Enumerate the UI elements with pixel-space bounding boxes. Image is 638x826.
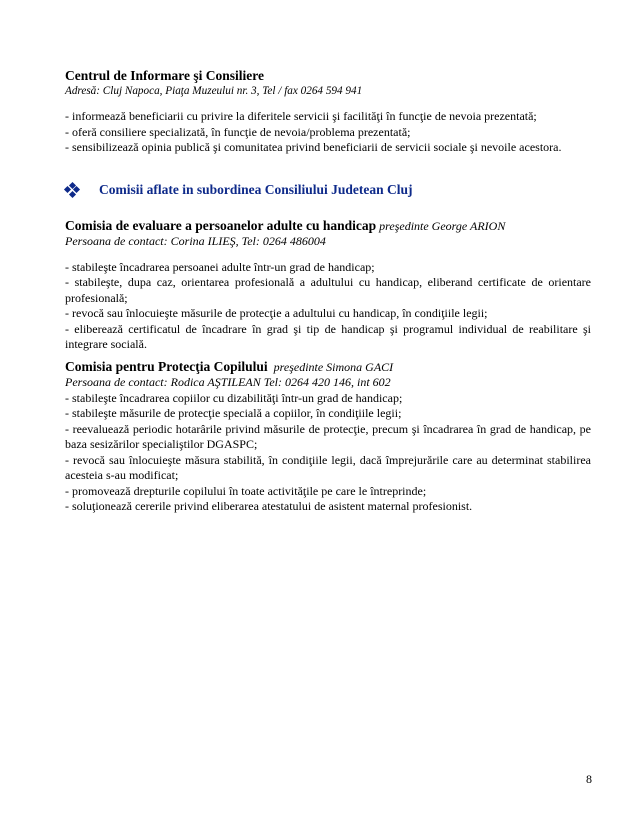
page-number: 8 <box>586 772 592 786</box>
commission-children-item: - stabileşte măsurile de protecţie specială a copiilor, în condiţiile legii; <box>65 406 402 420</box>
centre-item: - informează beneficiarii cu privire la diferitele servicii şi facilităţi în funcţie de nevoia prezentată; <box>65 109 537 123</box>
commission-children-contact: Persoana de contact: Rodica AŞTILEAN Tel: 0264 420 146, int 602 <box>65 375 391 389</box>
commission-adults-header <box>65 218 591 235</box>
section-title: Comisii aflate in subordinea Consiliului Judetean Cluj <box>99 181 413 197</box>
commission-children-item: - stabileşte încadrarea copiilor cu dizabilităţi într-un grad de handicap; <box>65 390 403 405</box>
commission-children-title: Comisia pentru Protecţia Copilului <box>65 358 268 374</box>
centre-item: - sensibilizează opinia publică şi comunitatea privind beneficiarii de servicii sociale şi nevoile acestora. <box>65 140 562 154</box>
commission-children-item: - reevaluează periodic hotarârile privind măsurile de protecţie, precum şi încadrarea în grad de handicap, pe baza sesizărilor specialiştilor DGASPC; <box>65 421 591 451</box>
commission-children-president: preşedinte Simona GACI <box>273 359 394 374</box>
commission-adults-contact: Persoana de contact: Corina ILIEŞ, Tel: 0264 486004 <box>65 234 326 248</box>
commission-children-item: - promovează drepturile copilului în toate activităţile pe care le întreprinde; <box>65 483 427 498</box>
centre-item: - oferă consiliere specializată, în funcţie de nevoia/problema prezentată; <box>65 124 411 139</box>
commission-children-item: - soluţionează cererile privind eliberarea atestatului de asistent maternal profesionist. <box>65 499 473 513</box>
commission-adults-president: preşedinte George ARION <box>379 218 506 233</box>
commission-children-item: - revocă sau înlocuieşte măsura stabilită, în condiţiile legii, dacă împrejurările care au determinat stabilirea acesteia s-au modificat; <box>65 452 591 482</box>
centre-title: Centrul de Informare şi Consiliere <box>65 68 264 83</box>
commission-adults-item: - eliberează certificatul de încadrare în grad şi tip de handicap şi programul individual de reabilitare şi integrare socială. <box>65 321 591 351</box>
commission-adults-item: - stabileşte, dupa caz, orientarea profesională a adultului cu handicap, eliberand certificate de orientare profesională; <box>65 275 591 305</box>
diamond-bullet-icon <box>65 183 79 197</box>
commission-adults-item: - stabileşte încadrarea persoanei adulte într-un grad de handicap; <box>65 259 375 274</box>
commission-adults-item: - revocă sau înlocuieşte măsurile de protecţie a adultului cu handicap, în condiţiile legii; <box>65 306 488 320</box>
centre-address: Adresă: Cluj Napoca, Piaţa Muzeului nr. 3, Tel / fax 0264 594 941 <box>65 85 363 97</box>
commission-children-header <box>65 359 591 376</box>
page-content <box>65 68 591 515</box>
commission-adults-title: Comisia de evaluare a persoanelor adulte cu handicap <box>65 217 377 233</box>
section-heading <box>65 180 591 200</box>
